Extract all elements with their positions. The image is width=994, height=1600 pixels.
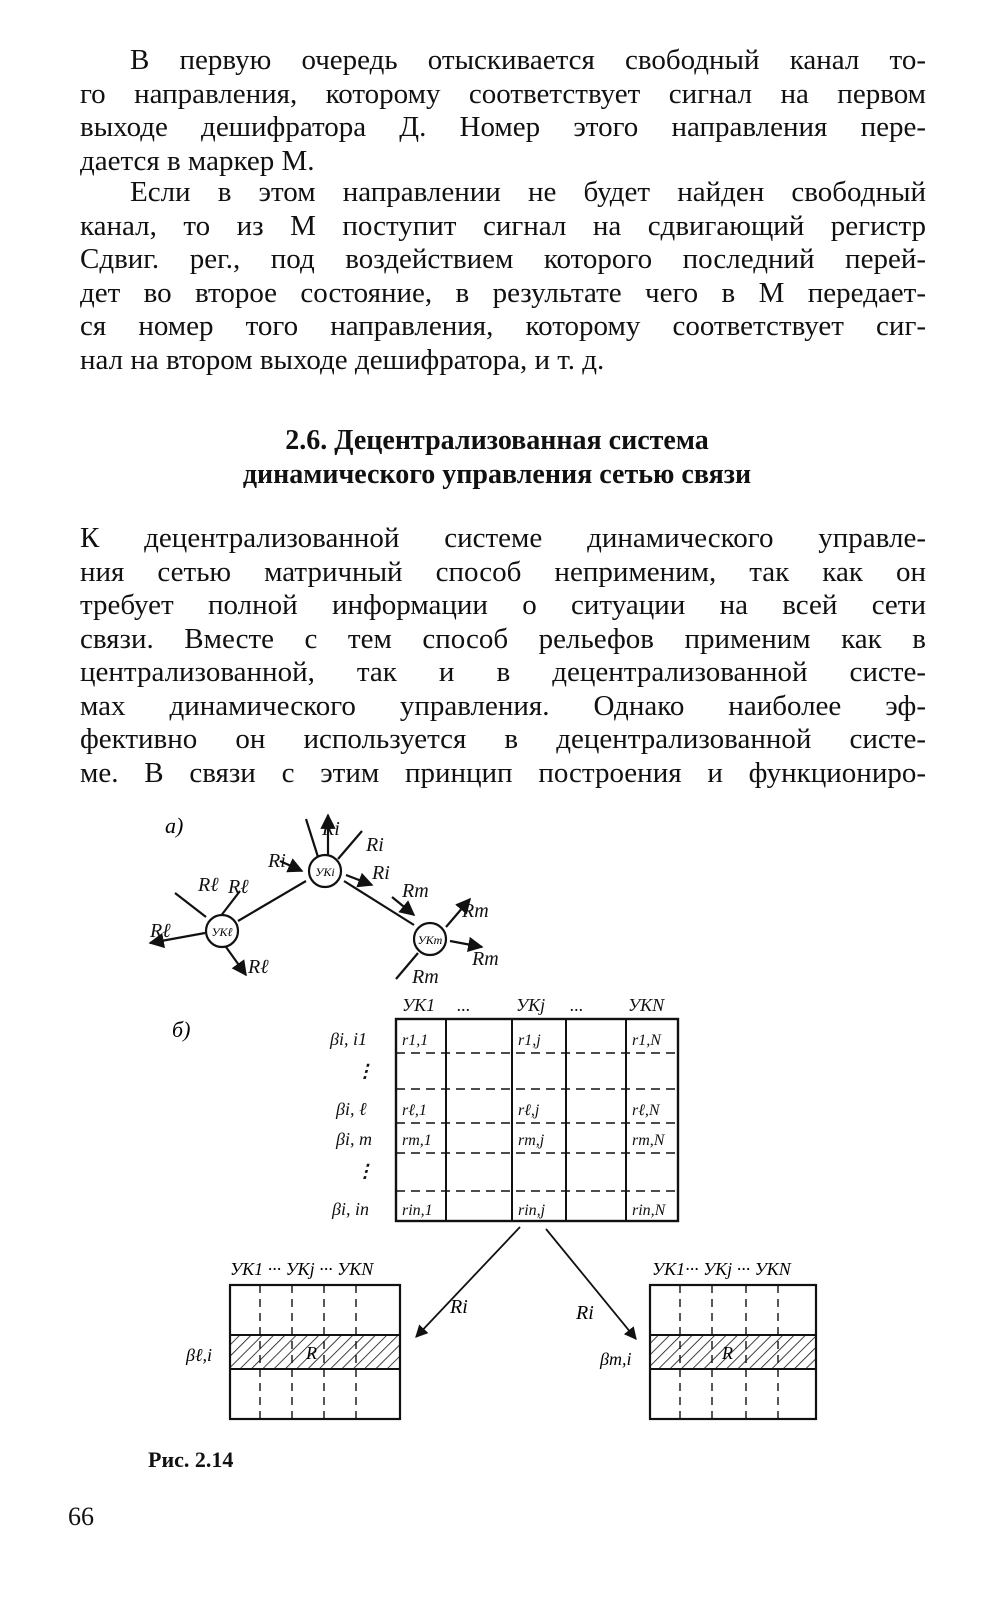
text-line: фективно он используется в децентрализованной систе- xyxy=(80,723,926,755)
arrow-label-rm: Rm xyxy=(402,880,429,902)
matrix-column-header: УК1 xyxy=(402,995,436,1015)
figure-caption: Рис. 2.14 xyxy=(148,1447,234,1472)
section-heading-line-2: динамического управления сетью связи xyxy=(242,459,752,490)
small-table-right xyxy=(650,1285,816,1419)
text-line: выходе дешифратора Д. Номер этого направления пере- xyxy=(80,111,926,143)
paragraph-1 xyxy=(80,44,926,178)
text-line: К децентрализованной системе динамического управле- xyxy=(80,522,926,554)
network-node-l-label: УКℓ xyxy=(211,925,233,939)
matrix-row-label: βi, i1 xyxy=(330,1029,367,1049)
arrow-label-rl: Rℓ xyxy=(150,920,171,942)
network-node-m xyxy=(414,923,446,955)
paragraph-3 xyxy=(80,522,926,790)
arrow-label-rm: Rm xyxy=(462,900,489,922)
arrow-label-ri: Ri xyxy=(372,862,390,884)
text-line: мах динамического управления. Однако наиболее эф- xyxy=(80,689,926,722)
matrix-cell: r1,1 xyxy=(402,1032,429,1049)
paragraph-2 xyxy=(80,176,926,377)
matrix-cell: rin,j xyxy=(518,1202,546,1219)
network-node-i-label: УКi xyxy=(315,865,335,879)
text-line: связи. Вместе с тем способ рельефов применим как в xyxy=(80,622,926,655)
small-table-left-header: УК1 ··· УКj ··· УКN xyxy=(230,1259,374,1279)
matrix-cell: rm,N xyxy=(632,1132,665,1149)
arrow-label-rm: Rm xyxy=(412,966,439,988)
matrix-column-header: УКN xyxy=(628,995,665,1015)
small-table-right-header: УК1··· УКj ··· УКN xyxy=(652,1259,791,1279)
figure-label-a: а) xyxy=(165,813,184,838)
arrow-label-rl: Rℓ xyxy=(198,874,219,896)
text-line: ме. В связи с этим принцип построения и функциониро- xyxy=(80,756,926,789)
figure-label-b: б) xyxy=(172,1017,191,1042)
matrix-cell: r1,j xyxy=(518,1032,541,1049)
matrix-cell: rm,j xyxy=(518,1132,545,1149)
text-line: нал на втором выходе дешифратора, и т. д. xyxy=(80,343,605,376)
matrix-cell: rin,N xyxy=(632,1202,666,1219)
matrix-cell: rm,1 xyxy=(402,1132,432,1149)
text-line: ния сетью матричный способ неприменим, так как он xyxy=(80,555,926,588)
matrix-row-label: βi, in xyxy=(332,1199,369,1219)
network-node-m-label: УКm xyxy=(417,933,443,947)
page-number: 66 xyxy=(68,1502,94,1531)
text-line: го направления, которому соответствует сигнал на первом xyxy=(80,77,926,110)
text-line: В первую очередь отыскивается свободный канал то- xyxy=(130,44,926,76)
text-line: Если в этом направлении не будет найден свободный xyxy=(130,176,926,208)
section-heading xyxy=(0,424,994,492)
matrix-cell: rℓ,j xyxy=(518,1102,540,1119)
matrix-cell: r1,N xyxy=(632,1032,661,1049)
arrow-label-ri: Ri xyxy=(322,818,340,840)
matrix-column-header: ... xyxy=(570,995,584,1015)
text-line: дет во второе состояние, в результате чего в М передает- xyxy=(80,276,926,309)
text-line: централизованной, так и в децентрализованной систе- xyxy=(80,656,926,688)
text-line: ся номер того направления, которому соответствует сиг- xyxy=(80,310,926,342)
text-line: канал, то из М поступит сигнал на сдвигающий регистр xyxy=(80,209,926,242)
matrix-table xyxy=(396,1019,678,1221)
text-line: дается в маркер М. xyxy=(80,144,315,177)
small-table-left-cell: R xyxy=(306,1343,317,1363)
matrix-cell: rℓ,N xyxy=(632,1102,660,1119)
section-heading-line-1: 2.6. Децентрализованная система xyxy=(285,425,709,456)
matrix-row-label: βi, ℓ xyxy=(336,1099,367,1119)
arrow-label-rm: Rm xyxy=(472,948,499,970)
network-node-i xyxy=(309,855,341,887)
matrix-cell: rℓ,1 xyxy=(402,1102,427,1119)
matrix-row-label: ⋮ xyxy=(356,1061,374,1081)
figure-2-14 xyxy=(0,805,994,1445)
matrix-row-label: ⋮ xyxy=(356,1161,374,1181)
small-table-right-row-label: βm,i xyxy=(600,1349,632,1369)
text-line: требует полной информации о ситуации на всей сети xyxy=(80,589,926,621)
matrix-column-header: ... xyxy=(457,995,471,1015)
small-table-right-cell: R xyxy=(722,1343,733,1363)
matrix-column-header: УКj xyxy=(516,995,546,1015)
text-line: Сдвиг. рег., под воздействием которого последний перей- xyxy=(80,243,926,275)
matrix-row-label: βi, m xyxy=(336,1129,372,1149)
arrow-label-ri: Ri xyxy=(268,850,286,872)
arrow-label-rl: Rℓ xyxy=(228,876,249,898)
arrow-label-rl: Rℓ xyxy=(248,956,269,978)
arrow-label-ri: Ri xyxy=(576,1302,594,1324)
matrix-cell: rin,1 xyxy=(402,1202,433,1219)
arrow-label-ri: Ri xyxy=(366,834,384,856)
network-node-l xyxy=(206,915,238,947)
small-table-left-row-label: βℓ,i xyxy=(186,1345,212,1365)
arrow-label-ri: Ri xyxy=(450,1296,468,1318)
